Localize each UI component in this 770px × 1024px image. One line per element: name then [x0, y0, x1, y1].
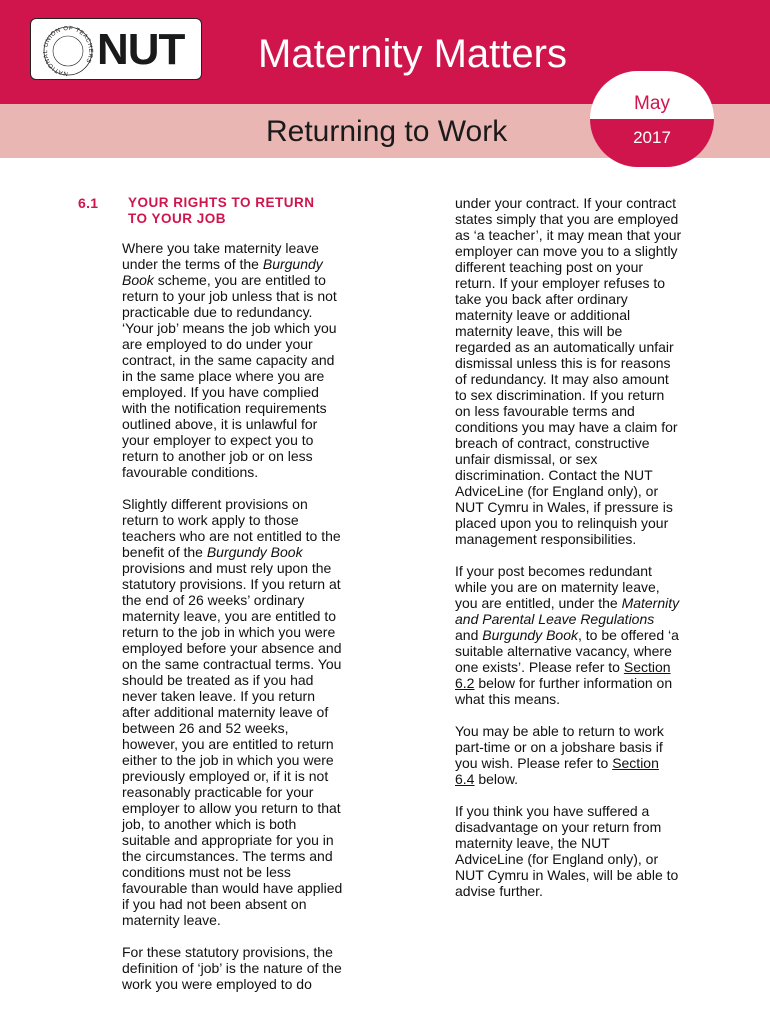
- paragraph: Slightly different provisions on return to work apply to those teachers who are not entitled to the benefit of the Burgundy Book provisions and must rely upon the statutory provisions. If you return at the end of 26 weeks’ ordinary maternity leave, you are entitled to return to the job in which you were employed before your absence and on the same contractual terms. You should be treated as if you had never taken leave. If you return after additional maternity leave of between 26 and 52 weeks, however, you are entitled to return either to the job in which you were previously employed or, if it is not reasonably practicable for your employer to allow you return to that job, to another which is both suitable and appropriate for you in the circumstances. The terms and conditions must not be less favourable than would have applied if you had not been absent on maternity leave.: [122, 496, 343, 928]
- paragraph: If your post becomes redundant while you are on maternity leave, you are entitled, under the Maternity and Parental Leave Regulations and Burgundy Book, to be offered ‘a suitable alternative vacancy, where one exists’. Please refer to Section 6.2 below for further information on what this means.: [455, 563, 680, 707]
- paragraph: under your contract. If your contract states simply that you are employed as ‘a teacher’, it may mean that your employer can move you to a slightly different teaching post on your return. If your employer refuses to take you back after ordinary maternity leave or additional maternity leave, this will be regarded as an automatically unfair dismissal unless this is for reasons of redundancy. It may also amount to sex discrimination. If you return on less favourable terms and conditions you may have a claim for breach of contract, constructive unfair dismissal, or sex discrimination. Contact the NUT AdviceLine (for England only), or NUT Cymru in Wales, if pressure is placed upon you to relinquish your management responsibilities.: [455, 195, 682, 547]
- section-heading: YOUR RIGHTS TO RETURN TO YOUR JOB: [128, 195, 315, 226]
- union-seal-icon: [37, 22, 99, 78]
- logo-ring-text: NATIONAL UNION OF TEACHERS: [43, 25, 94, 77]
- section-6-2-link-number[interactable]: 6.2: [455, 675, 475, 691]
- section-number: 6.1: [78, 195, 99, 211]
- nut-logo: [30, 18, 202, 80]
- right-column: [455, 195, 705, 899]
- section-6-4-link-number[interactable]: 6.4: [455, 771, 475, 787]
- section-6-2-link[interactable]: Section: [623, 659, 671, 675]
- page-title: Maternity Matters: [258, 32, 567, 76]
- paragraph: If you think you have suffered a disadvantage on your return from maternity leave, the NUT AdviceLine (for England only), or NUT Cymru in Wales, will be able to advise further.: [455, 803, 679, 899]
- page-subtitle: Returning to Work: [266, 115, 508, 148]
- section-6-4-link[interactable]: Section: [612, 755, 659, 771]
- left-column: [122, 240, 372, 992]
- paragraph: You may be able to return to work part-time or on a jobshare basis if you wish. Please refer to Section 6.4 below.: [455, 723, 664, 787]
- logo-wordmark: NUT: [97, 25, 185, 74]
- date-badge: [590, 71, 714, 195]
- paragraph: For these statutory provisions, the definition of ‘job’ is the nature of the work you were employed to do: [122, 944, 342, 992]
- paragraph: Where you take maternity leave under the terms of the Burgundy Book scheme, you are entitled to return to your job unless that is not practicable due to redundancy. ‘Your job’ means the job which you are employed to do under your contract, in the same capacity and in the same place where you are employed. If you have complied with the notification requirements outlined above, it is unlawful for your employer to expect you to return to another job or on less favourable conditions.: [122, 240, 337, 480]
- date-month: May: [634, 93, 670, 114]
- svg-text:NATIONAL UNION OF TEACHERS: [43, 26, 93, 76]
- date-year: 2017: [633, 128, 671, 147]
